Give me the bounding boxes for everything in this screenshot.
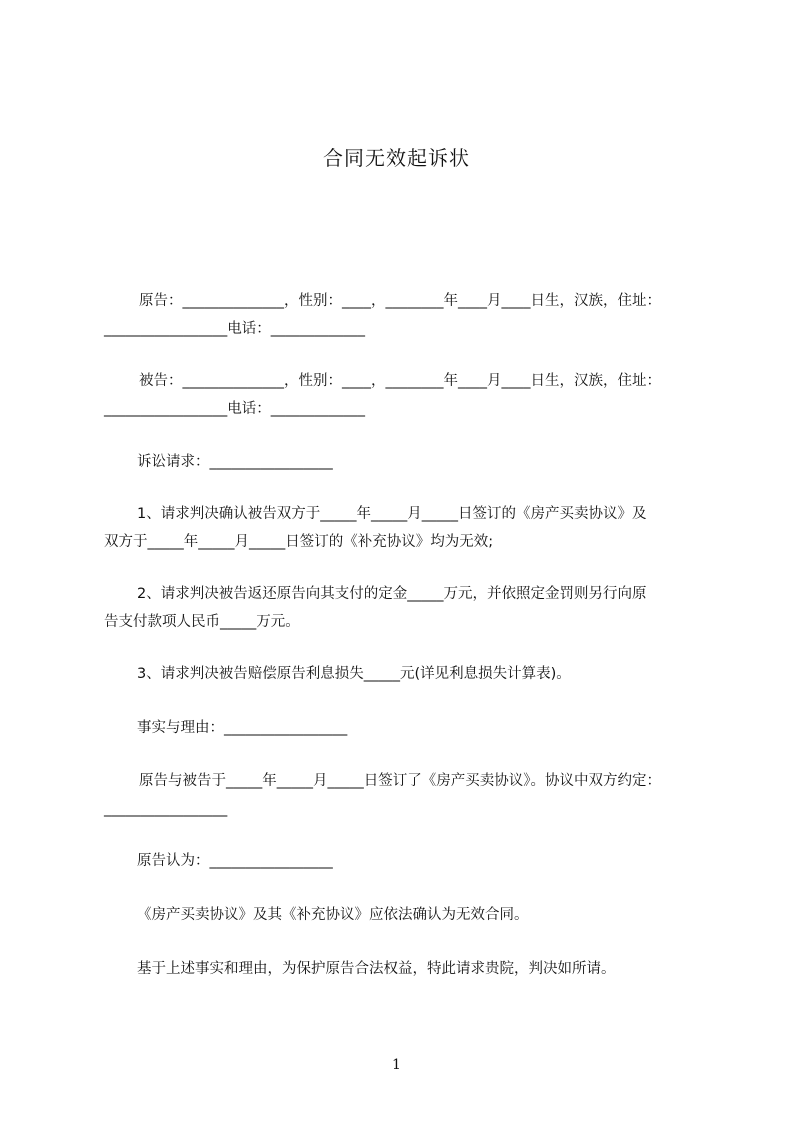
claim-1-line-2: 双方于_____年_____月_____日签订的《补充协议》均为无效; [104, 534, 494, 550]
defendant-line-1: 被告：______________，性别：____，________年____月____日生，汉族，住址： [139, 373, 661, 389]
document-title: 合同无效起诉状 [323, 146, 470, 170]
facts-line-1: 原告与被告于_____年_____月_____日签订了《房产买卖协议》。协议中双方约定： [139, 773, 661, 789]
page-number: 1 [392, 1057, 401, 1073]
claim-3: 3、请求判决被告赔偿原告利息损失_____元(详见利息损失计算表)。 [137, 666, 571, 682]
facts-heading: 事实与理由：_________________ [137, 720, 348, 736]
claim-2-line-2: 告支付款项人民币_____万元。 [104, 614, 300, 630]
conclusion-paragraph: 《房产买卖协议》及其《补充协议》应依法确认为无效合同。 [137, 907, 529, 923]
facts-line-2: _________________ [104, 801, 228, 817]
plaintiff-line-1: 原告：______________，性别：____，________年____月____日生，汉族，住址： [139, 293, 661, 309]
claim-1-line-1: 1、请求判决确认被告双方于_____年_____月_____日签订的《房产买卖协议》及 [137, 506, 647, 522]
plaintiff-view-heading: 原告认为：_________________ [137, 853, 333, 869]
closing-paragraph: 基于上述事实和理由，为保护原告合法权益，特此请求贵院，判决如所请。 [137, 961, 616, 977]
claims-heading: 诉讼请求：_________________ [137, 454, 333, 470]
plaintiff-line-2: _________________电话：_____________ [104, 321, 365, 337]
claim-2-line-1: 2、请求判决被告返还原告向其支付的定金_____万元，并依照定金罚则另行向原 [137, 586, 647, 602]
defendant-line-2: _________________电话：_____________ [104, 401, 365, 417]
